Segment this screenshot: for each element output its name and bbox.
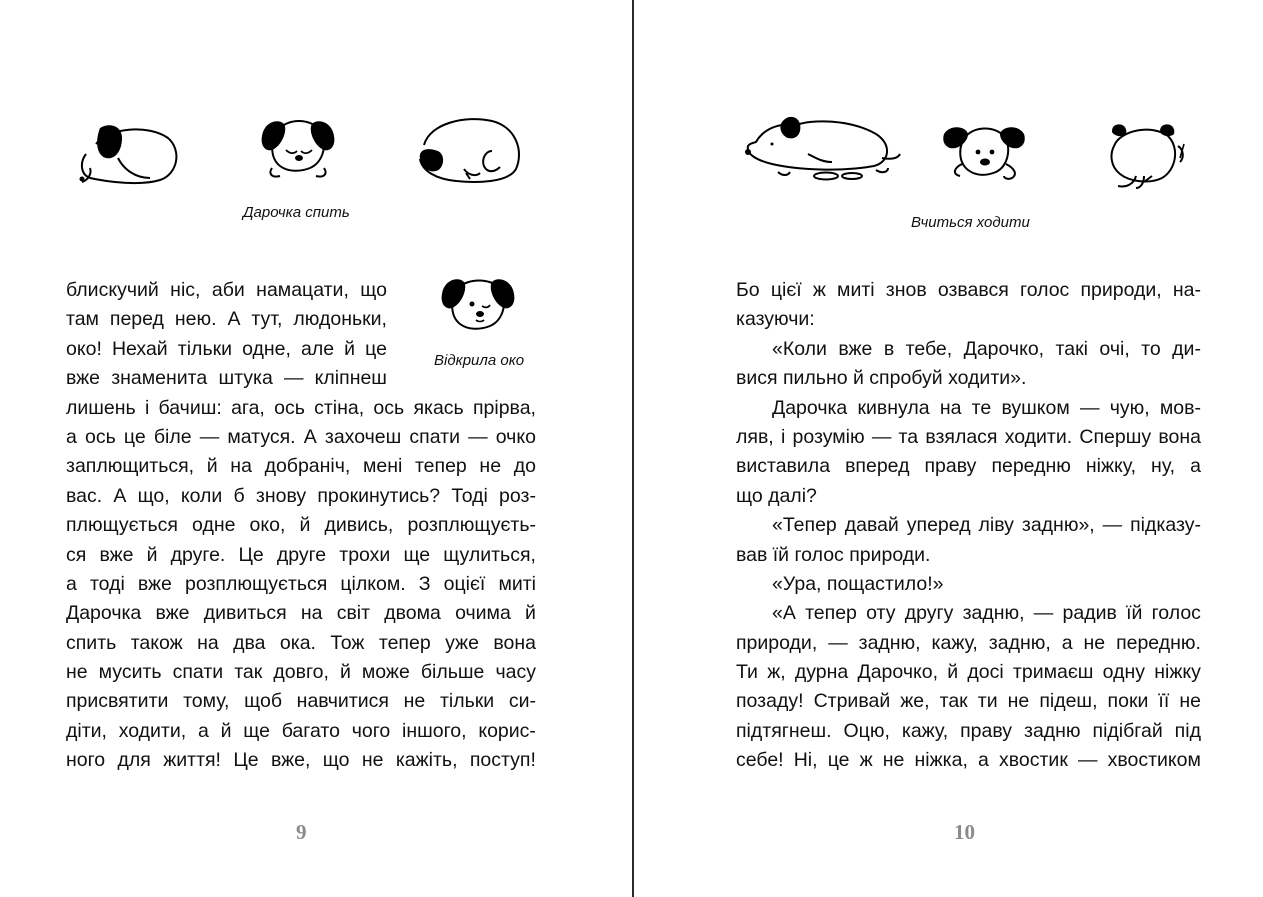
sleeping-puppy-drawing-1 <box>78 122 182 186</box>
text-line: «Тепер давай уперед ліву задню», — підказу- <box>772 514 1201 537</box>
text-line: Дарочка вже дивиться на світ двома очима й <box>66 602 536 625</box>
text-line: не мусить спати так довго, й може більше часу <box>66 661 536 684</box>
text-line: ляв, і розумію — та взялася ходити. Спершу вона <box>736 425 1201 448</box>
page-number: 9 <box>296 820 307 844</box>
puppy-lying-drawing <box>742 114 902 186</box>
text-line: позаду! Стривай же, так ти не підеш, поки її не <box>736 690 1201 713</box>
text-line: «Коли вже в тебе, Дарочко, такі очі, то ди- <box>772 337 1201 360</box>
text-line: око! Нехай тільки одне, але й це <box>66 337 387 360</box>
right-page <box>634 0 1263 897</box>
sleeping-puppy-face-drawing <box>258 112 338 182</box>
puppy-back-drawing <box>1104 122 1190 194</box>
page-number: 10 <box>954 820 975 844</box>
text-line: плющується одне око, й дивись, розплющуєть- <box>66 514 536 537</box>
text-line: що далі? <box>736 484 817 507</box>
text-line: Ти ж, дурна Дарочко, й досі тримаєш одну ніжку <box>736 661 1201 684</box>
text-line: вас. А що, коли б знову прокинутись? Тоді роз- <box>66 484 536 507</box>
text-line: а тоді вже розплющується цілком. З оцієї миті <box>66 572 536 595</box>
text-line: лишень і бачиш: ага, ось стіна, ось якась прірва, <box>66 396 536 419</box>
text-line: спить також на два ока. Тож тепер уже вона <box>66 631 536 654</box>
text-line: присвятити тому, щоб навчитися не тільки си- <box>66 690 536 713</box>
text-line: ного для життя! Це вже, що не кажіть, поступ! <box>66 749 536 772</box>
left-page-text <box>66 276 536 776</box>
text-line: заплющиться, й на добраніч, мені тепер не до <box>66 455 536 478</box>
text-line: вже знаменита штука — кліпнеш <box>66 367 387 390</box>
text-line: «А тепер оту другу задню, — радив їй голос <box>772 602 1201 625</box>
text-line: природи, — задню, кажу, задню, а не передню. <box>736 631 1201 654</box>
text-line: ся вже й друге. Це друге трохи ще щулиться, <box>66 543 536 566</box>
text-line: вав їй голос природи. <box>736 543 931 566</box>
inline-illustration-caption: Відкрила око <box>434 352 525 369</box>
illustration-caption: Вчиться ходити <box>911 214 1030 231</box>
text-line: себе! Ні, це ж не ніжка, а хвостик — хвостиком <box>736 749 1201 772</box>
right-page-text <box>736 276 1201 776</box>
text-line: блискучий ніс, аби намацати, що <box>66 279 387 301</box>
text-line: підтягнеш. Оцю, кажу, праву задню підібгай під <box>736 719 1201 742</box>
text-line: Дарочка кивнула на те вушком — чую, мов- <box>772 396 1201 419</box>
text-line: виставила вперед праву передню ніжку, ну, а <box>736 455 1201 478</box>
sleeping-puppy-drawing-2 <box>416 115 524 185</box>
text-line: вися пильно й спробуй ходити». <box>736 367 1027 390</box>
text-line: «Ура, пощастило!» <box>772 572 944 595</box>
text-line: казуючи: <box>736 308 815 331</box>
text-line: а ось це біле — матуся. А захочеш спати — очко <box>66 425 536 448</box>
text-line: там перед нею. А тут, людоньки, <box>66 308 387 331</box>
text-line: діти, ходити, а й ще багато чого іншого, корис- <box>66 719 536 742</box>
text-line: Бо цієї ж миті знов озвався голос природи, на- <box>736 279 1201 301</box>
illustration-caption: Дарочка спить <box>243 204 350 221</box>
puppy-front-drawing <box>942 120 1026 186</box>
